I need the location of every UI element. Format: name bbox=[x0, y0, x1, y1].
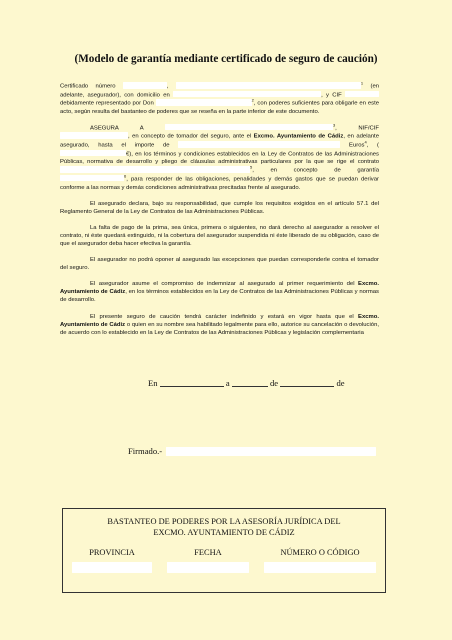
bastanteo-heading: BASTANTEO DE PODERES POR LA ASESORÍA JURÍDICA DEL EXCMO. AYUNTAMIENTO DE CÁDIZ bbox=[107, 517, 341, 537]
insurer-name-field[interactable] bbox=[176, 82, 361, 89]
insurer-cif-field[interactable] bbox=[345, 91, 379, 98]
numero-field[interactable] bbox=[264, 562, 376, 573]
fecha-field[interactable] bbox=[167, 562, 249, 573]
provincia-field[interactable] bbox=[72, 562, 152, 573]
contract-field[interactable] bbox=[60, 166, 250, 173]
fecha-column: FECHA bbox=[167, 548, 249, 573]
bastanteo-box bbox=[62, 508, 386, 593]
guarantee-type-field[interactable] bbox=[60, 175, 124, 182]
representative-field[interactable] bbox=[156, 99, 252, 106]
day-field[interactable] bbox=[232, 379, 268, 387]
certificate-number-field[interactable] bbox=[123, 82, 167, 89]
paragraph-commitment: El asegurador asume el compromiso de indemnizar al asegurado al primer requerimiento del Excmo. Ayuntamiento de Cádiz, en los términos establecidos en la Ley de Contratos de las Administraciones Públicas y normas de desarrollo. bbox=[60, 281, 379, 304]
provincia-column: PROVINCIA bbox=[72, 548, 152, 573]
paragraph-exceptions: El asegurador no podrá oponer al asegurado las excepciones que puedan corresponderle contra el tomador del seguro. bbox=[60, 257, 379, 272]
paragraph-asegura: ASEGURA A $^3$, NIF/CIF , en concepto de tomador del seguro, ante el Excmo. Ayuntamiento de Cádiz, en adelante asegurado, hasta el importe de Euros$^4$, (€), en los términos y condiciones establecidos en la Ley de Contratos de las Administraciones Públicas, normativa de desarrollo y pliego de cláusulas administrativas particulares por la que se rige el contrato $^5$, en concepto de garantía $^6$, para responder de las obligaciones, penalidades y demás gastos que se puedan derivar conforme a las normas y demás condiciones administrativas precitadas frente al asegurado. bbox=[60, 122, 380, 191]
place-field[interactable] bbox=[160, 379, 224, 387]
paragraph-declaration: El asegurado declara, bajo su responsabilidad, que cumple los requisitos exigidos en el artículo 57.1 del Reglamento General de la Ley de Contratos de las Administraciones Públicas. bbox=[60, 200, 379, 215]
place-date-line: En a de de bbox=[148, 378, 345, 388]
amount-words-field[interactable] bbox=[178, 141, 340, 148]
tomador-nif-field[interactable] bbox=[60, 132, 128, 139]
paragraph-validity: El presente seguro de caución tendrá carácter indefinido y estará en vigor hasta que el Excmo. Ayuntamiento de Cádiz o quien en su nombre sea habilitado legalmente para ello, autorice su cancelación o devolución, de acuerdo con lo establecido en la Ley de Contratos de las Administraciones Públicas y legislación complementaria bbox=[60, 313, 379, 336]
insurer-address-field[interactable] bbox=[173, 91, 321, 98]
numero-column: NÚMERO O CÓDIGO bbox=[264, 548, 376, 573]
tomador-name-field[interactable] bbox=[165, 124, 333, 131]
month-field[interactable] bbox=[280, 379, 334, 387]
bastanteo-columns bbox=[63, 548, 385, 573]
paragraph-premium: La falta de pago de la prima, sea única, primera o siguientes, no dará derecho al asegurador a resolver el contrato, ni éste quedará extinguido, ni la cobertura del asegurador suspendida ni éste liberado de su obligación, caso de que el asegurador deba hacer efectiva la garantía. bbox=[60, 224, 379, 247]
signature-field[interactable] bbox=[166, 447, 376, 456]
document-body bbox=[60, 82, 379, 345]
signature-line: Firmado.- bbox=[128, 446, 376, 456]
paragraph-certificate: Certificado número , $^1$ (en adelante, asegurador), con domicilio en , y CIF debidamente representado por Don $^2$, con poderes suficientes para obligarle en este acto, según resulta del bastanteo de poderes que se reseña en la parte inferior de este documento. bbox=[60, 80, 380, 115]
document-title: (Modelo de garantía mediante certificado de seguro de caución) bbox=[74, 53, 378, 65]
amount-number-field[interactable] bbox=[60, 150, 126, 157]
